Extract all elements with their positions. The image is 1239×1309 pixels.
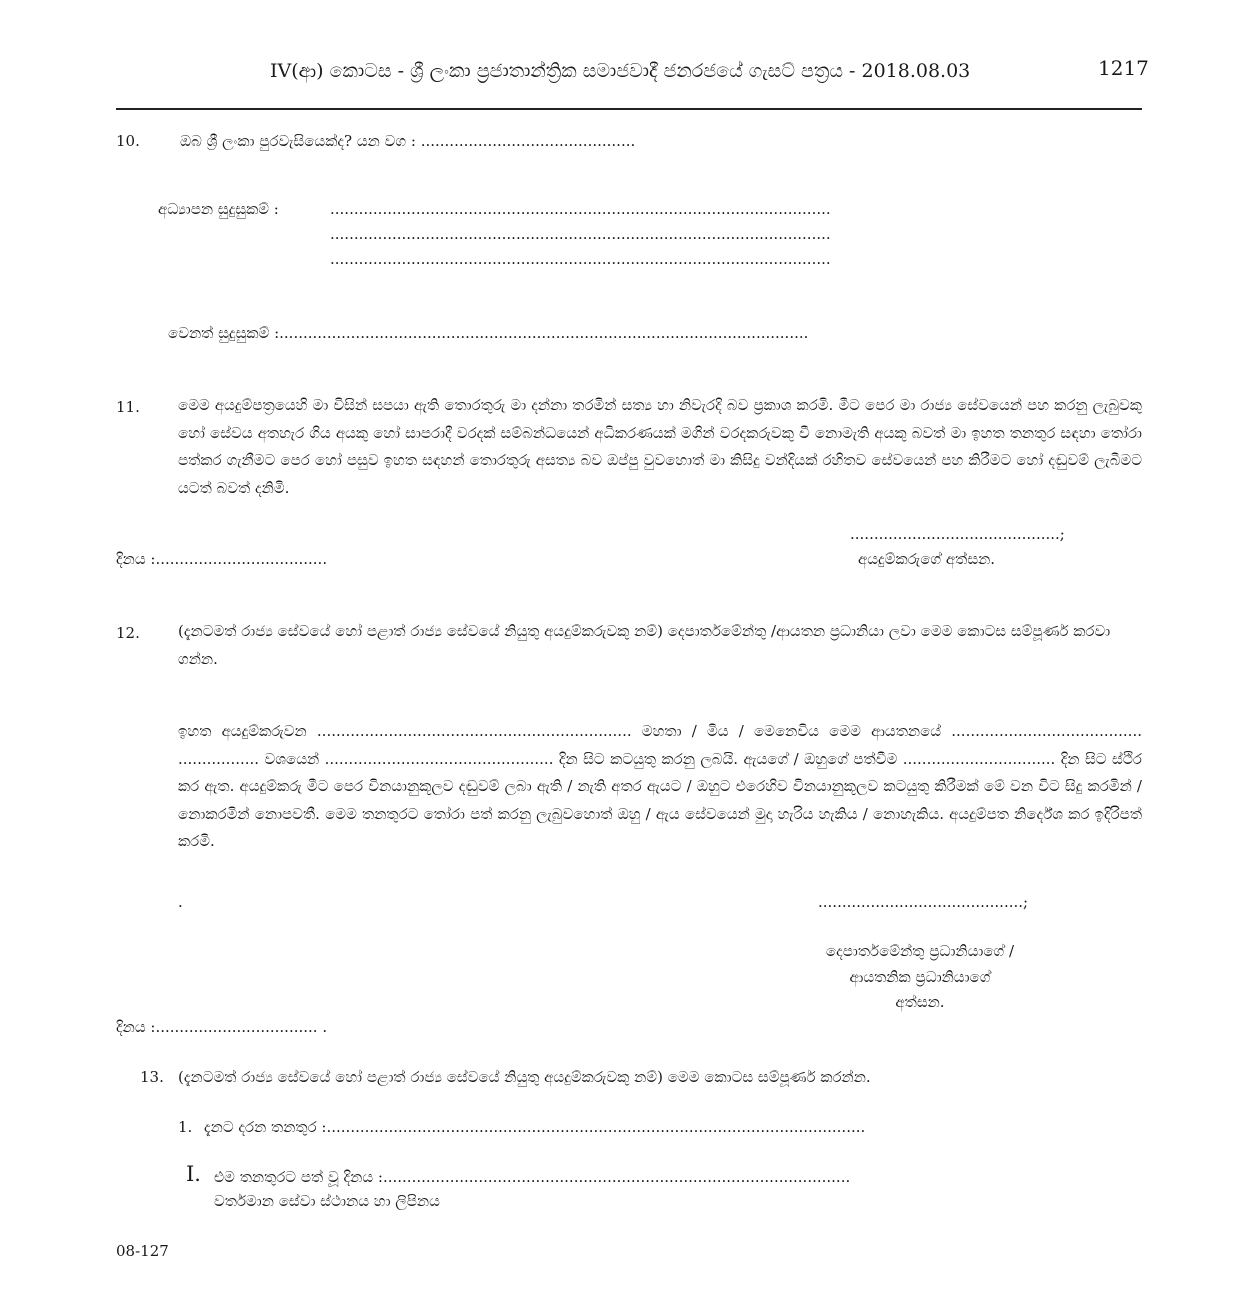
page-number: 1217 — [1098, 56, 1149, 80]
applicant-date: දිනය :.................................... — [116, 550, 328, 568]
left-dot: . — [178, 893, 183, 911]
item-13-number: 13. — [140, 1068, 164, 1086]
sub-item-1-number: 1. — [178, 1118, 193, 1136]
item-12-number: 12. — [116, 624, 140, 642]
item-11-number: 11. — [116, 398, 140, 416]
header-rule — [116, 108, 1142, 110]
footer-code: 08-127 — [116, 1242, 169, 1260]
appointment-date: එම තනතුරට පත් වූ දිනය :.................................................................................................. — [214, 1168, 851, 1186]
head-signature-label-1: දෙපාර්තමේන්තු ප්‍රධානියාගේ / — [825, 942, 1015, 960]
head-of-department-paragraph — [178, 718, 1142, 856]
head-signature-label-3: අත්සන. — [895, 993, 945, 1011]
item-12-intro — [178, 618, 1142, 673]
education-line-3: ......................................................................................................... — [330, 250, 831, 268]
declaration-text: මෙම අයදුම්පත්‍රයෙහි මා විසින් සපයා ඇති තොරතුරු මා දන්නා තරමින් සත්‍ය හා නිවැරදි බව ප්‍රකාශ කරමි. මීට පෙර මා රාජ්‍ය සේවයෙන් පහ කරනු ලැබුවකු හෝ සේවය අතහැර ගිය අයකු හෝ සාපරාදී වරදක් සම්බන්ධයෙන් අධිකරණයක් මගින් වරදකරුවකු වී නොමැති අයකු බවත් මා ඉහත තනතුර සඳහා තෝරා පත්කර ගැනීමට පෙර හෝ පසුව ඉහත සඳහන් තොරතුරු අසත්‍ය බව ඔප්පු වුවහොත් මා කිසිදු වන්දියක් රහිතව සේවයෙන් පහ කිරීමට හෝ දඬුවම් ලැබීමට යටත් බවත් දනිමි. — [178, 396, 1142, 497]
gazette-header-title: IV(ආ) කොටස - ශ්‍රී ලංකා ප්‍රජාතාන්ත්‍රික සමාජවාදී ජනරජයේ ගැසට් පත්‍රය - 2018.08.03 — [270, 60, 971, 82]
education-line-2: ......................................................................................................... — [330, 225, 831, 243]
citizenship-question: ඔබ ශ්‍රී ලංකා පුරවැසියෙක්ද? යන වග : ............................................. — [180, 132, 636, 150]
item-12-intro-text: (දැනටමත් රාජ්‍ය සේවයේ හෝ පළාත් රාජ්‍ය සේවයේ නියුතු අයදුම්කරුවකු නම්) දෙපාර්තමේන්තු /ආයතන ප්‍රධානියා ලවා මෙම කොටස සම්පූර්ණ කරවා ගන්න. — [178, 622, 1111, 668]
sub-item-roman-numeral: I. — [186, 1162, 201, 1186]
current-station-address: වර්තමාන සේවා ස්ථානය හා ලිපිනය — [214, 1192, 440, 1210]
head-date: දිනය :.................................. . — [116, 1018, 328, 1036]
item-10-number: 10. — [116, 132, 140, 150]
head-signature-line: ...........................................; — [818, 893, 1029, 911]
declaration-paragraph — [178, 392, 1142, 502]
education-line-1: ......................................................................................................... — [330, 200, 831, 218]
applicant-signature-line: ............................................; — [850, 525, 1065, 543]
head-of-department-text: ඉහත අයදුම්කරුවන .................................................................. මහතා / මිය / මෙනෙවිය මෙම ආයතනයේ ........................................ ................. වශයෙන් ................................................ දින සිට කටයුතු කරනු ලබයි. ඇයගේ / ඔහුගේ පත්වීම ................................ දින සිට ස්ථිර කර ඇත. අයදුම්කරු මීට පෙර විනයානුකූලව දඬුවම් ලබා ඇති / නැති අතර ඇයට / ඔහුට එරෙහිව විනයානුකූලව කටයුතු කිරීමක් මේ වන විට සිදු කරමින් / නොකරමින් නොපවතී. මෙම තනතුරට තෝරා පත් කරනු ලැබුවහොත් ඔහු / ඇය සේවයෙන් මුදා හැරිය හැකිය / නොහැකිය. අයදුම්පත නිර්දේශ කර ඉදිරිපත් කරමි. — [178, 722, 1142, 850]
education-label: අධ්‍යාපන සුදුසුකම් : — [158, 200, 279, 218]
item-13-intro: (දැනටමත් රාජ්‍ය සේවයේ හෝ පළාත් රාජ්‍ය සේවයේ නියුතු අයදුම්කරුවකු නම්) මෙම කොටස සම්පූර්ණ කරන්න. — [178, 1068, 871, 1086]
other-qualifications: වෙනත් සුදුසුකම් :............................................................................................................... — [168, 324, 809, 342]
head-signature-label-2: ආයතනික ප්‍රධානියාගේ — [849, 968, 991, 986]
current-post: දැනට දරන තනතුර :................................................................................................................. — [204, 1118, 866, 1136]
applicant-signature-label: අයදුම්කරුගේ අත්සන. — [858, 550, 996, 568]
